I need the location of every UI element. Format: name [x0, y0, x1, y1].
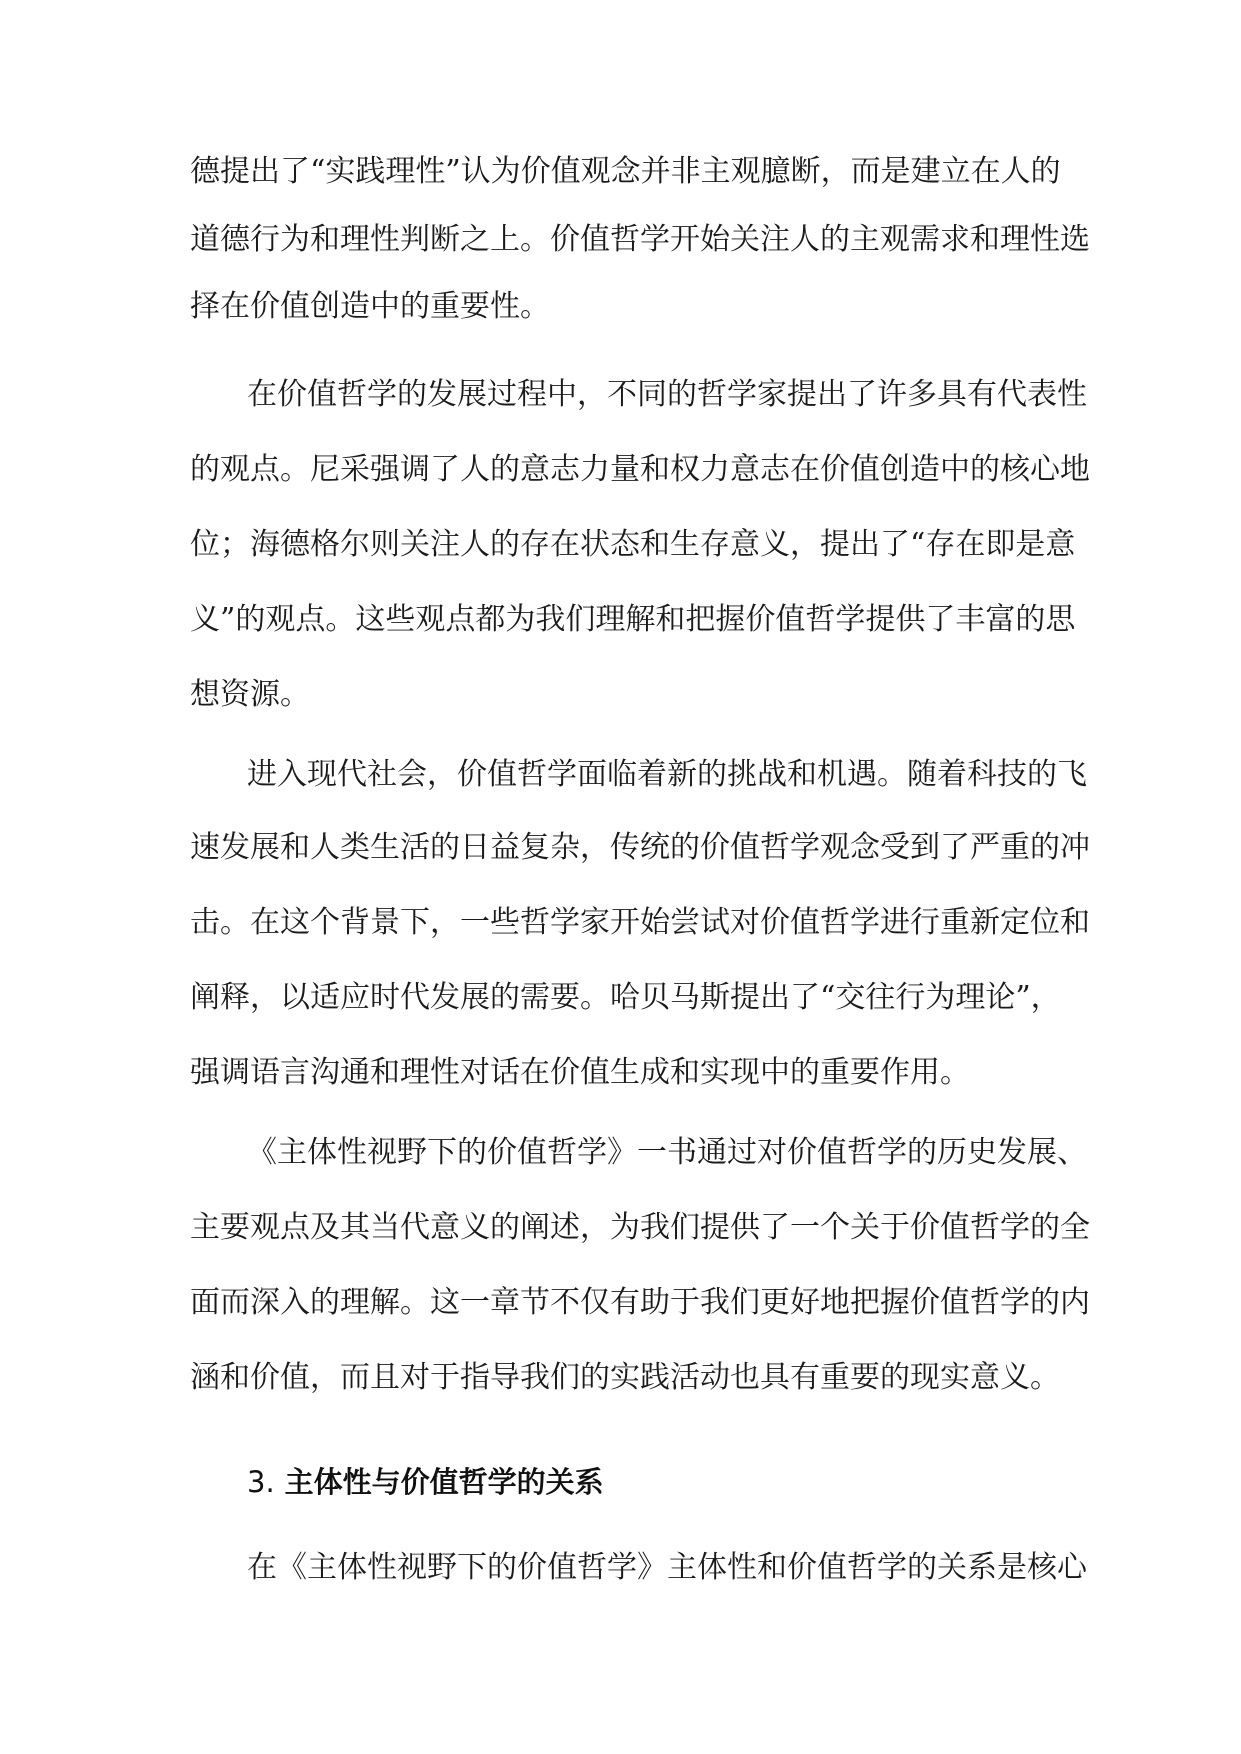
- paragraph-line: 德提出了“实践理性”认为价值观念并非主观臆断，而是建立在人的: [190, 154, 1061, 189]
- paragraph-line: 主要观点及其当代意义的阐述，为我们提供了一个关于价值哲学的全: [190, 1210, 1090, 1245]
- paragraph-line: 强调语言沟通和理性对话在价值生成和实现中的重要作用。: [190, 1055, 970, 1090]
- paragraph-line: 《主体性视野下的价值哲学》一书通过对价值哲学的历史发展、: [247, 1135, 1087, 1170]
- paragraph-line: 位；海德格尔则关注人的存在状态和生存意义，提出了“存在即是意: [190, 527, 1076, 562]
- paragraph-line: 击。在这个背景下，一些哲学家开始尝试对价值哲学进行重新定位和: [190, 905, 1090, 940]
- paragraph-line: 涵和价值，而且对于指导我们的实践活动也具有重要的现实意义。: [190, 1360, 1060, 1395]
- paragraph-line: 道德行为和理性判断之上。价值哲学开始关注人的主观需求和理性选: [190, 222, 1090, 257]
- paragraph-line: 在价值哲学的发展过程中，不同的哲学家提出了许多具有代表性: [247, 377, 1087, 412]
- paragraph-line: 的观点。尼采强调了人的意志力量和权力意志在价值创造中的核心地: [190, 452, 1090, 487]
- paragraph-line: 想资源。: [190, 677, 310, 712]
- paragraph-line: 义”的观点。这些观点都为我们理解和把握价值哲学提供了丰富的思: [190, 602, 1076, 637]
- paragraph-line: 速发展和人类生活的日益复杂，传统的价值哲学观念受到了严重的冲: [190, 830, 1090, 865]
- section-heading: [247, 1462, 604, 1502]
- paragraph-line: 进入现代社会，价值哲学面临着新的挑战和机遇。随着科技的飞: [247, 757, 1087, 792]
- paragraph-line: 在《主体性视野下的价值哲学》主体性和价值哲学的关系是核心: [247, 1550, 1087, 1585]
- section-number: 3.: [247, 1465, 275, 1499]
- paragraph-line: 阐释，以适应时代发展的需要。哈贝马斯提出了“交往行为理论”，: [190, 980, 1061, 1015]
- paragraph-line: 择在价值创造中的重要性。: [190, 289, 550, 324]
- paragraph-line: 面而深入的理解。这一章节不仅有助于我们更好地把握价值哲学的内: [190, 1285, 1090, 1320]
- section-title: 主体性与价值哲学的关系: [284, 1465, 604, 1499]
